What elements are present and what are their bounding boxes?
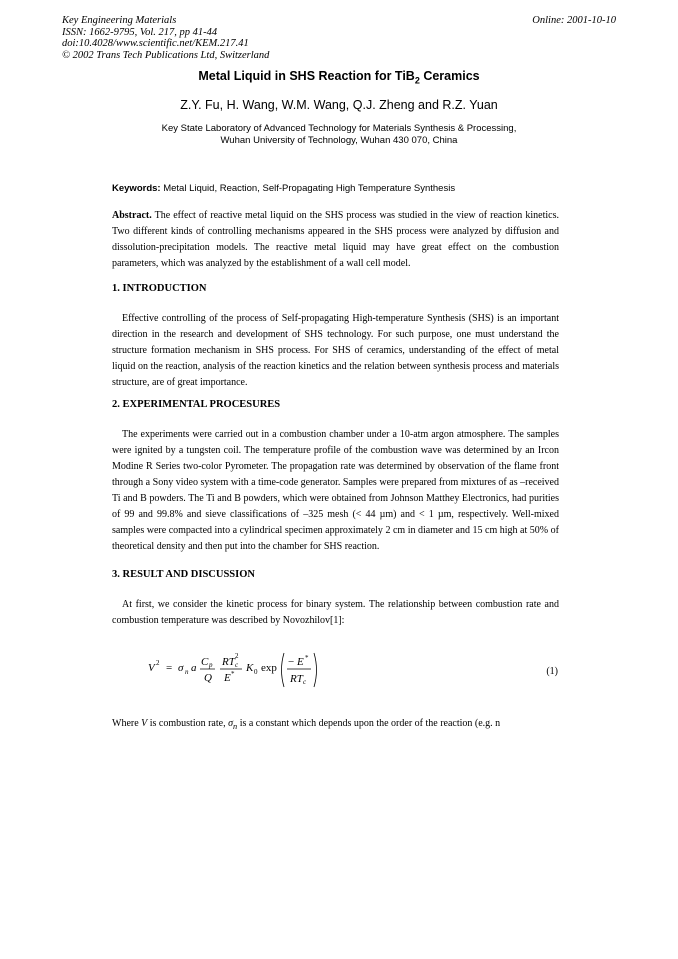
svg-text:RT: RT [290,673,303,685]
keywords-text: Metal Liquid, Reaction, Self-Propagating High Temperature Synthesis [160,183,456,194]
svg-text:V: V [148,662,155,674]
where-sentence [112,718,572,731]
introduction-paragraph [112,311,559,391]
where-text-2: is combustion rate, [147,718,229,729]
svg-text:=: = [166,662,173,674]
doi-line: doi:10.4028/www.scientific.net/KEM.217.41 [62,38,249,49]
svg-text:n: n [185,668,189,676]
keywords [112,183,455,194]
equation-1 [148,645,448,695]
author-list: Z.Y. Fu, H. Wang, W.M. Wang, Q.J. Zheng and R.Z. Yuan [180,98,498,112]
svg-text:*: * [305,654,309,662]
experimental-text: The experiments were carried out in a combustion chamber under a 10-atm argon atmosphere. The samples were ignited by a tungsten coil. The temperature profile of the combustion wave was determined by an Ircon Modine R Series two-color Pyrometer. The propagation rate was determined by observation of the flame front through a Sony video system with a time-code generator. Samples were prepared from mixtures of as –received Ti and B powders. The Ti and B powders, which were obtained from Johnson Matthey Electronics, had purities of 99 and 99.8% and sieve classifications of –325 mesh (< 44 µm) and < 1 µm, respectively. Well-mixed samples were compacted into a cylindrical specimen approximately 2 cm in diameter and 15 cm high at 50% of theoretical density and then put into the chamber for SHS reaction. [112,429,559,552]
symbol-v: V [141,718,148,729]
svg-text:RT: RT [222,656,235,668]
experimental-paragraph [112,427,559,555]
symbol-n: n [233,722,238,731]
keywords-label: Keywords: [112,183,161,194]
copyright-line: © 2002 Trans Tech Publications Ltd, Switzerland [62,49,270,61]
svg-text:exp: exp [261,662,277,674]
affiliation [0,123,678,147]
equation-number: (1) [546,666,558,677]
svg-text:2: 2 [235,652,239,660]
svg-text:*: * [231,670,235,678]
svg-text:−: − [288,656,295,668]
section-heading-experimental: 2. EXPERIMENTAL PROCESURES [112,399,281,410]
online-date: Online: 2001-10-10 [532,15,616,26]
affiliation-line-2: Wuhan University of Technology, Wuhan 430 070, China [220,135,458,146]
symbol-sigma: σ [228,718,234,729]
affiliation-line-1: Key State Laboratory of Advanced Technology for Materials Synthesis & Processing, [161,123,517,134]
svg-text:C: C [201,656,209,668]
abstract-text: The effect of reactive metal liquid on the SHS process was studied in the view of reaction kinetics. Two different kinds of controlling mechanisms appeared in the SHS process were analyzed by diffusion and dissolution-precipitation models. The reactive metal liquid may have great effect on the combustion parameters, which was analyzed by the establishment of a wall cell model. [112,210,559,269]
abstract-label: Abstract. [112,210,152,221]
section-heading-introduction: 1. INTRODUCTION [112,283,207,294]
svg-text:p: p [209,661,213,669]
where-text-1: Where [112,718,142,729]
journal-name: Key Engineering Materials [62,15,177,26]
svg-text:a: a [191,662,197,674]
title-main: Metal Liquid in SHS Reaction for TiB [198,69,415,83]
svg-text:Q: Q [204,672,212,684]
where-text-3: is a constant which depends upon the order of the reaction (e.g. n [237,718,501,729]
svg-text:K: K [246,662,254,674]
svg-text:c: c [235,661,239,669]
paper-title [0,69,678,86]
introduction-text: Effective controlling of the process of Self-propagating High-temperature Synthesis (SHS) is an important direction in the research and development of SHS technology. For such purpose, one must understand the structure formation mechanism in SHS process. For SHS of ceramics, understanding of the effect of metal liquid on the reaction, analysis of the reaction kinetics and the relation between synthesis process and materials structure, are of great importance. [112,313,559,388]
results-text: At first, we consider the kinetic process for binary system. The relationship between combustion rate and combustion temperature was described by Novozhilov[1]: [112,599,559,626]
issn-line: ISSN: 1662-9795, Vol. 217, pp 41-44 [62,26,218,38]
svg-text:σ: σ [178,662,184,674]
svg-text:E: E [224,672,231,684]
svg-text:0: 0 [254,668,258,676]
svg-text:E: E [297,656,304,668]
svg-text:2: 2 [156,659,160,667]
title-tail: Ceramics [419,69,480,83]
abstract [112,208,559,272]
results-paragraph [112,597,559,629]
title-subscript: 2 [414,75,420,86]
section-heading-results: 3. RESULT AND DISCUSSION [112,569,255,580]
journal-header [62,15,269,61]
svg-text:c: c [303,678,307,686]
